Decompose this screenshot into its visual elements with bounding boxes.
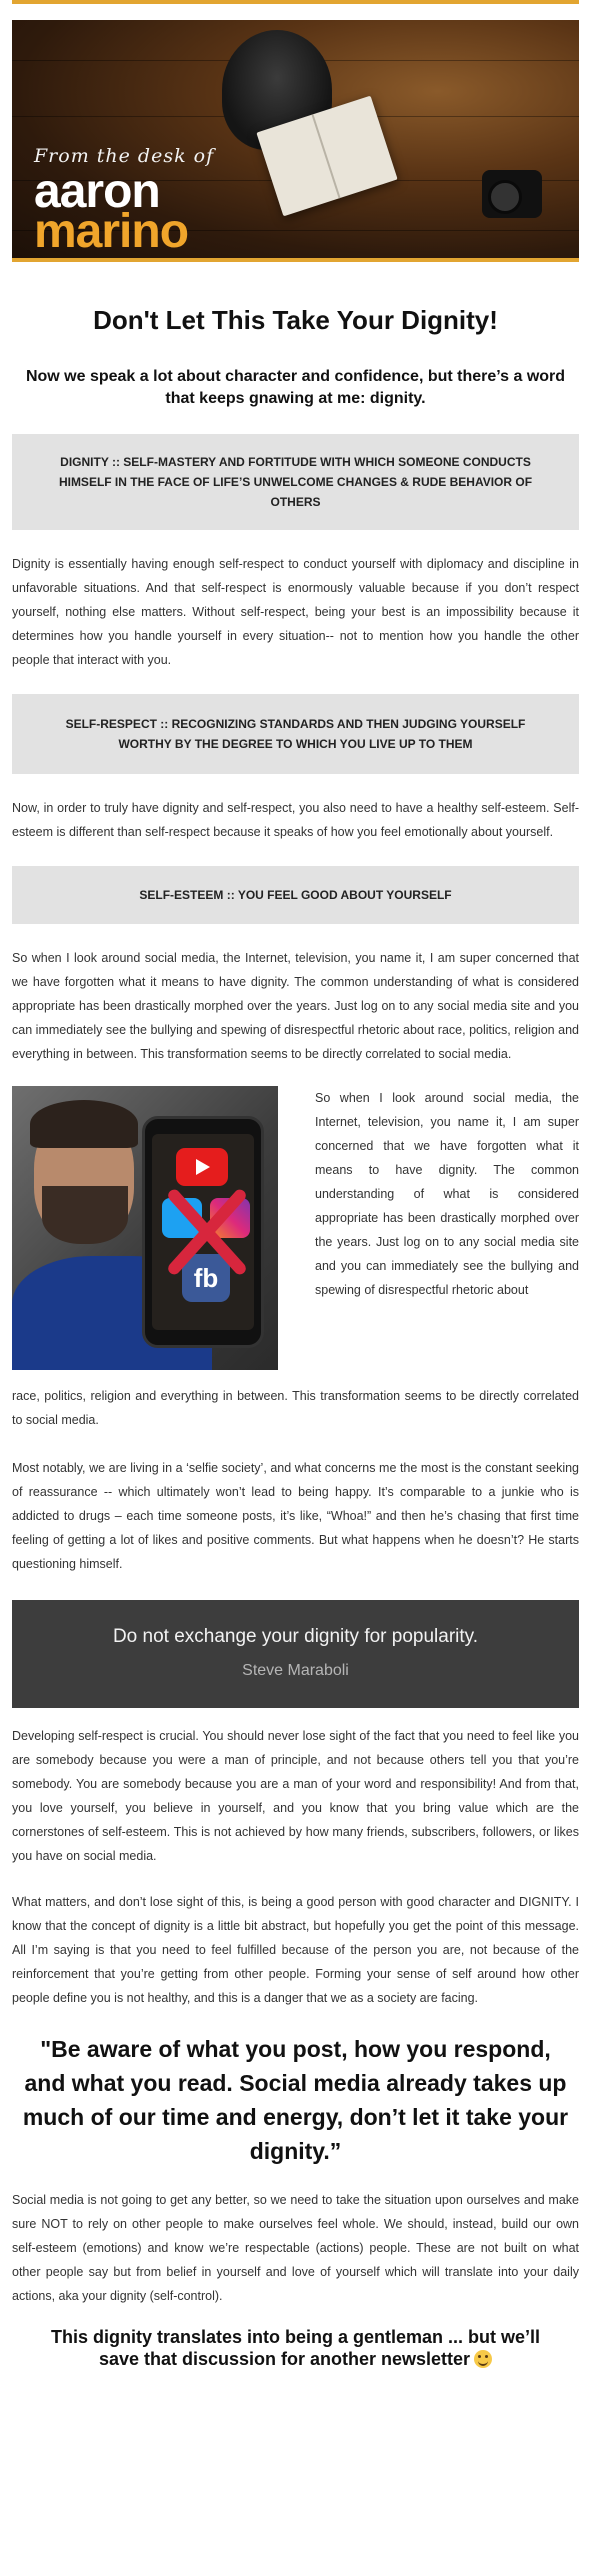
facebook-icon: fb xyxy=(182,1254,230,1302)
paragraph: Developing self-respect is crucial. You should never lose sight of the fact that you need to feel like you are somebody because you were a man of principle, and not because others tell you that you’re somebody. You are somebody because you are a man of your word and responsibility! And from that, you love yourself, you believe in yourself, and you know that you bring value which are the cornerstones of self-esteem. This is not achieved by how many friends, subscribers, followers, or likes you have on social media. xyxy=(12,1729,579,1863)
paragraph: So when I look around social media, the Internet, television, you name it, I am super concerned that we have forgotten what it means to have dignity. The common understanding of what is considered appropriate has been drastically morphed over the years. Just log on to any social media site and you can immediately see the bullying and spewing of disrespectful rhetoric about xyxy=(315,1091,579,1297)
social-media-section xyxy=(12,1086,579,1370)
paragraph: What matters, and don’t lose sight of this, is being a good person with good character and DIGNITY. I know that the concept of dignity is a little bit abstract, but hopefully you get the point of this message. All I’m saying is that you need to feel fulfilled because of the person you are, not because of the reinforcement that you’re getting from other people. Forming your sense of self around how other people define you is not healthy, and this is a danger that we as a society are facing. xyxy=(12,1895,579,2005)
paragraph: Now, in order to truly have dignity and self-respect, you also need to have a healthy self-esteem. Self-esteem is different than self-respect because it speaks of how you feel emotionally about yourself. xyxy=(12,801,579,839)
definition-dignity: DIGNITY :: SELF-MASTERY AND FORTITUDE WITH WHICH SOMEONE CONDUCTS HIMSELF IN THE FACE OF LIFE’S UNWELCOME CHANGES & RUDE BEHAVIOR OF OTHERS xyxy=(12,434,579,530)
paragraph: Social media is not going to get any better, so we need to take the situation upon ourselves and make sure NOT to rely on other people to make ourselves feel whole. We should, instead, build our own self-esteem (emotions) and know we’re respectable (actions) people. These are not built on what other people say but from belief in yourself and love of yourself which will translate into your daily actions, aka your dignity (self-control). xyxy=(12,2193,579,2303)
top-accent-line xyxy=(12,0,579,4)
paragraph: race, politics, religion and everything in between. This transformation seems to be directly correlated to social media. xyxy=(12,1389,579,1427)
pull-quote-box xyxy=(12,1600,579,1708)
social-media-photo xyxy=(12,1086,278,1370)
definition-self-respect: SELF-RESPECT :: RECOGNIZING STANDARDS AND THEN JUDGING YOURSELF WORTHY BY THE DEGREE TO WHICH YOU LIVE UP TO THEM xyxy=(12,694,579,774)
smiling-face-icon xyxy=(474,2350,492,2368)
camera-icon xyxy=(482,170,542,218)
closing-line xyxy=(12,2326,579,2370)
banner-accent-line xyxy=(12,258,579,262)
definition-self-esteem: SELF-ESTEEM :: YOU FEEL GOOD ABOUT YOURSELF xyxy=(12,866,579,924)
desk-tagline: From the desk of xyxy=(34,145,215,167)
article-title: Don't Let This Take Your Dignity! xyxy=(93,305,498,335)
brand-first-name: aaron xyxy=(34,165,160,218)
article-lead: Now we speak a lot about character and confidence, but there’s a word that keeps gnawing at me: dignity. xyxy=(25,368,566,407)
paragraph: Most notably, we are living in a ‘selfie society’, and what concerns me the most is the constant seeking of reassurance -- which ultimately won’t lead to being happy. It’s comparable to a junkie who is addicted to drugs – each time someone posts, it’s like, “Whoa!” and then he’s chasing that first time feeling of getting a lot of likes and positive comments. But what happens when he doesn’t? He starts questioning himself. xyxy=(12,1461,579,1571)
person-hair xyxy=(30,1100,138,1148)
paragraph: So when I look around social media, the Internet, television, you name it, I am super concerned that we have forgotten what it means to have dignity. The common understanding of what is considered appropriate has been drastically morphed over the years. Just log on to any social media site and you can immediately see the bullying and spewing of disrespectful rhetoric about race, politics, religion and everything in between. This transformation seems to be directly correlated to social media. xyxy=(12,951,579,1061)
highlight-quote: "Be aware of what you post, how you respond, and what you read. Social media already takes up much of our time and energy, don’t let it take your dignity.” xyxy=(22,2036,569,2164)
person-beard xyxy=(42,1186,128,1244)
paragraph: Dignity is essentially having enough self-respect to conduct yourself with diplomacy and discipline in unfavorable situations. And that self-respect is enormously valuable because if you don’t respect yourself, nothing else matters. Without self-respect, being your best is an impossibility because it determines how you handle yourself in every situation-- not to mention how you handle the other people that interact with you. xyxy=(12,557,579,667)
pull-quote-text: Do not exchange your dignity for popularity. xyxy=(112,1626,479,1647)
header-banner xyxy=(12,20,579,258)
brand-last-name: marino xyxy=(34,205,189,258)
pull-quote-author: Steve Maraboli xyxy=(242,1662,349,1679)
article-body xyxy=(0,304,591,2370)
youtube-icon xyxy=(176,1148,228,1186)
side-text xyxy=(315,1086,579,1302)
closing-text: This dignity translates into being a gentleman ... but we’ll save that discussion for another newsletter xyxy=(50,2327,541,2369)
